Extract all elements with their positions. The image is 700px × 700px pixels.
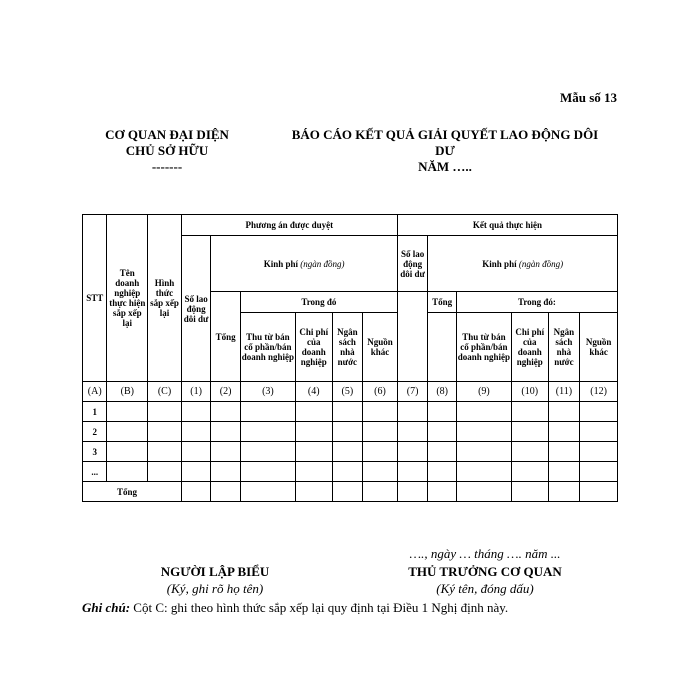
footnote-text: Cột C: ghi theo hình thức sắp xếp lại quy định tại Điều 1 Nghị định này. [130,600,509,615]
header-blank [428,313,457,382]
header-of-which-result: Trong đó: [456,292,617,313]
col-code: (2) [211,382,241,402]
footnote-label: Ghi chú: [82,600,131,615]
col-code: (7) [397,382,428,402]
report-table [82,214,618,502]
header-total-plan: Tổng [211,292,241,382]
row-number: ... [83,462,107,482]
preparer-title: NGƯỜI LẬP BIỂU [160,564,270,579]
header-other-source-result: Nguồn khác [580,313,618,382]
header-state-budget-plan: Ngân sách nhà nước [332,313,363,382]
header-blank [397,292,428,382]
header-results: Kết quả thực hiện [397,215,617,236]
col-code: (A) [83,382,107,402]
header-funding-result [428,236,618,292]
agency-line-2: CHỦ SỞ HỮU [125,143,209,158]
date-line: …., ngày … tháng …. năm ... [409,546,561,561]
header-revenue-plan: Thu từ bán cổ phần/bán doanh nghiệp [240,313,295,382]
table-row [83,442,618,462]
funding-unit: (ngàn đồng) [300,258,345,269]
header-enterprise-cost-plan: Chi phí của doanh nghiệp [295,313,332,382]
col-code: (12) [580,382,618,402]
preparer-subtitle: (Ký, ghi rõ họ tên) [166,581,264,596]
footnote [82,600,508,616]
funding-label: Kinh phí [263,258,298,269]
col-code: (9) [456,382,511,402]
header-form-type: Hình thức sắp xếp lại [148,215,182,382]
head-title: THỦ TRƯỞNG CƠ QUAN [408,564,562,579]
report-title-line-2: DƯ [435,143,455,158]
head-signature [395,563,575,597]
column-code-row [83,382,618,402]
agency-line-1: CƠ QUAN ĐẠI DIỆN [105,127,229,142]
header-approved-plan: Phương án được duyệt [181,215,397,236]
header-company-name: Tên doanh nghiệp thực hiện sắp xếp lại [107,215,148,382]
row-number: 3 [83,442,107,462]
header-state-budget-result: Ngân sách nhà nước [548,313,580,382]
header-stt: STT [83,215,107,382]
header-surplus-labor-plan: Số lao động dôi dư [181,236,211,382]
preparer-signature [140,563,290,597]
report-title [275,127,615,175]
header-total-result: Tổng [428,292,457,313]
header-funding-plan [211,236,397,292]
col-code: (C) [148,382,182,402]
funding-label: Kinh phí [482,258,517,269]
funding-unit: (ngàn đồng) [518,258,564,269]
header-other-source-plan: Nguồn khác [363,313,398,382]
table-row [83,402,618,422]
total-row [83,482,618,502]
col-code: (11) [548,382,580,402]
row-number: 2 [83,422,107,442]
header-enterprise-cost-result: Chi phí của doanh nghiệp [511,313,548,382]
table-row [83,462,618,482]
report-title-line-1: BÁO CÁO KẾT QUẢ GIẢI QUYẾT LAO ĐỘNG DÔI [291,127,599,142]
agency-header [92,127,242,175]
head-subtitle: (Ký tên, đóng dấu) [436,581,534,596]
table-row [83,422,618,442]
col-code: (8) [428,382,457,402]
col-code: (4) [295,382,332,402]
agency-divider: ------- [151,159,183,174]
col-code: (3) [240,382,295,402]
row-number: 1 [83,402,107,422]
col-code: (1) [181,382,211,402]
form-number: Mẫu số 13 [559,90,617,105]
total-row-label: Tổng [83,482,182,502]
col-code: (B) [107,382,148,402]
header-of-which-plan: Trong đó [240,292,397,313]
col-code: (5) [332,382,363,402]
header-revenue-result: Thu từ bán cổ phần/bán doanh nghiệp [456,313,511,382]
report-title-line-3: NĂM ….. [418,159,472,174]
header-surplus-labor-result: Số lao động dôi dư [397,236,428,292]
col-code: (10) [511,382,548,402]
col-code: (6) [363,382,398,402]
